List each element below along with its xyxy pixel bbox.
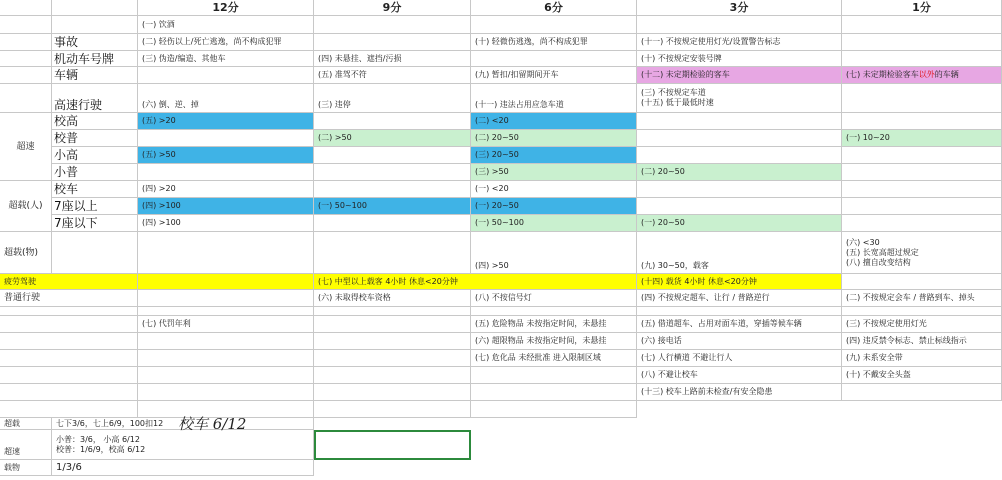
cell-sub1-12[interactable]: (七) 代罚年利: [138, 316, 314, 333]
selected-cell[interactable]: [314, 430, 471, 460]
cell-fatigue-9[interactable]: (七) 中型以上载客 4小时 休息<20分钟: [314, 274, 637, 290]
cell[interactable]: [842, 274, 1002, 290]
cell[interactable]: [52, 16, 138, 34]
cell[interactable]: [0, 84, 52, 113]
cell-op2-12[interactable]: (四) >100: [138, 198, 314, 215]
cell[interactable]: [842, 215, 1002, 232]
row-label-plate[interactable]: 机动车号牌: [52, 51, 138, 67]
row-label-normal[interactable]: 普通行驶: [0, 290, 138, 307]
cell[interactable]: [471, 16, 637, 34]
cell-sub1-3[interactable]: (五) 借道超车、占用对面车道，穿插等候车辆: [637, 316, 842, 333]
cell-vehicle-3[interactable]: (十二) 未定期检验的客车: [637, 67, 842, 84]
cell-normal-9[interactable]: (六) 未取得校车资格: [314, 290, 471, 307]
cell-sub3-6[interactable]: (七) 危化品 未经批准 进入限制区域: [471, 350, 637, 367]
header-9[interactable]: 9分: [314, 0, 471, 16]
cell-sub2-3[interactable]: (六) 接电话: [637, 333, 842, 350]
line: (六) <30: [846, 237, 880, 247]
cell-vehicle-6[interactable]: (九) 暂扣/扣留期间开车: [471, 67, 637, 84]
cell[interactable]: [0, 16, 52, 34]
group-label-speed[interactable]: 超速: [0, 113, 52, 181]
cell[interactable]: [314, 333, 471, 350]
cell-op2-6[interactable]: (一) 20~50: [471, 198, 637, 215]
cell[interactable]: [138, 350, 314, 367]
cell[interactable]: [0, 350, 138, 367]
line: (十五) 低于最低时速: [641, 98, 714, 107]
cell-plate-3[interactable]: (十) 不按规定安装号牌: [637, 51, 842, 67]
cell-og-1[interactable]: [842, 232, 1002, 274]
header-6[interactable]: 6分: [471, 0, 637, 16]
row-label-overload-2[interactable]: 7座以上: [52, 198, 138, 215]
cell-normal-3[interactable]: (四) 不按规定超车、让行 / 普路逆行: [637, 290, 842, 307]
cell[interactable]: [0, 401, 138, 418]
cell[interactable]: [138, 232, 314, 274]
summary-label-cargo[interactable]: 载物: [0, 460, 52, 476]
cell[interactable]: [0, 384, 138, 401]
cell-sub1-6[interactable]: (五) 危险物品 未按指定时间，未悬挂: [471, 316, 637, 333]
cell[interactable]: [138, 67, 314, 84]
cell[interactable]: [138, 384, 314, 401]
cell[interactable]: [314, 316, 471, 333]
cell-speed3-12[interactable]: (五) >50: [138, 147, 314, 164]
cell[interactable]: [842, 84, 1002, 113]
row-label-speed-2[interactable]: 校普: [52, 130, 138, 147]
cell-fatigue-3[interactable]: (十四) 载货 4小时 休息<20分钟: [637, 274, 842, 290]
cell-sub3-3[interactable]: (七) 人行横道 不避让行人: [637, 350, 842, 367]
cell[interactable]: [842, 113, 1002, 130]
cell[interactable]: [314, 384, 471, 401]
cell[interactable]: [0, 51, 52, 67]
cell[interactable]: [842, 198, 1002, 215]
cell-op1-6[interactable]: (一) <20: [471, 181, 637, 198]
cell[interactable]: [842, 16, 1002, 34]
cell[interactable]: [314, 34, 471, 51]
cell-og-6[interactable]: (四) >50: [471, 232, 637, 274]
cell-accident-6[interactable]: (十) 轻微伤逃逸，尚不构成犯罪: [471, 34, 637, 51]
summary-label-overload[interactable]: 超载: [0, 418, 52, 430]
cell[interactable]: [637, 181, 842, 198]
summary-overload[interactable]: 七下3/6，七上6/9，100扣12: [52, 418, 314, 430]
text: 的车辆: [934, 70, 959, 79]
cell-vehicle-1[interactable]: [842, 67, 1002, 84]
cell[interactable]: [138, 164, 314, 181]
summary-label-speed[interactable]: 超速: [0, 430, 52, 460]
row-label-vehicle[interactable]: 车辆: [52, 67, 138, 84]
cell[interactable]: [637, 198, 842, 215]
header-a[interactable]: [0, 0, 52, 16]
header-3[interactable]: 3分: [637, 0, 842, 16]
cell-speed1-12[interactable]: (五) >20: [138, 113, 314, 130]
cell[interactable]: [637, 307, 842, 316]
cell-og-3[interactable]: (九) 30~50，载客: [637, 232, 842, 274]
handwritten-note: 校车 6/12: [178, 415, 247, 433]
line: 小普：3/6， 小高 6/12: [56, 434, 140, 444]
cell[interactable]: [842, 164, 1002, 181]
cell-drink-12[interactable]: (一) 饮酒: [138, 16, 314, 34]
cell[interactable]: [0, 367, 138, 384]
cell-plate-12[interactable]: (三) 伪造/编造、其他车: [138, 51, 314, 67]
cell[interactable]: [842, 147, 1002, 164]
row-label-speed-1[interactable]: 校高: [52, 113, 138, 130]
cell[interactable]: [842, 51, 1002, 67]
header-12[interactable]: 12分: [138, 0, 314, 16]
cell-vehicle-9[interactable]: (五) 准驾不符: [314, 67, 471, 84]
text-highlight: 以外: [918, 70, 935, 79]
row-label-speed-3[interactable]: 小高: [52, 147, 138, 164]
cell[interactable]: [314, 164, 471, 181]
cell[interactable]: [0, 316, 138, 333]
cell-speed1-6[interactable]: (二) <20: [471, 113, 637, 130]
cell-normal-1[interactable]: (二) 不按规定会车 / 普路到车、掉头: [842, 290, 1002, 307]
header-1[interactable]: 1分: [842, 0, 1002, 16]
cell[interactable]: [314, 147, 471, 164]
cell[interactable]: [0, 307, 138, 316]
group-label-overload-people[interactable]: 超载(人): [0, 181, 52, 232]
group-label-overload-goods[interactable]: 超载(物): [0, 232, 52, 274]
header-b[interactable]: [52, 0, 138, 16]
cell[interactable]: [637, 113, 842, 130]
cell-sub2-6[interactable]: (六) 超限物品 未按指定时间，未悬挂: [471, 333, 637, 350]
row-label-overload-1[interactable]: 校车: [52, 181, 138, 198]
cell[interactable]: [842, 307, 1002, 316]
cell-op3-6[interactable]: (一) 50~100: [471, 215, 637, 232]
text: (七) 未定期检验客车: [846, 70, 919, 79]
cell-plate-9[interactable]: (四) 未悬挂、遮挡/污损: [314, 51, 471, 67]
cell[interactable]: [637, 147, 842, 164]
row-label-overload-3[interactable]: 7座以下: [52, 215, 138, 232]
cell-sub4-3[interactable]: (八) 不避让校车: [637, 367, 842, 384]
cell[interactable]: [314, 215, 471, 232]
row-label-speed-4[interactable]: 小普: [52, 164, 138, 181]
cell-speed4-6[interactable]: (三) >50: [471, 164, 637, 181]
cell[interactable]: [138, 367, 314, 384]
cell[interactable]: [471, 384, 637, 401]
cell-sub2-1[interactable]: (四) 违反禁令标志、禁止标线指示: [842, 333, 1002, 350]
cell-sub1-1[interactable]: (三) 不按规定使用灯光: [842, 316, 1002, 333]
cell[interactable]: [842, 384, 1002, 401]
cell[interactable]: [0, 34, 52, 51]
cell[interactable]: [314, 367, 471, 384]
cell-speed3-6[interactable]: (三) 20~50: [471, 147, 637, 164]
cell[interactable]: [842, 181, 1002, 198]
cell[interactable]: [314, 16, 471, 34]
summary-speed[interactable]: [52, 430, 314, 460]
cell[interactable]: [52, 232, 138, 274]
line: 校普：1/6/9，校高 6/12: [56, 444, 146, 454]
cell[interactable]: [637, 130, 842, 147]
row-label-highway[interactable]: 高速行驶: [52, 84, 138, 113]
cell-speed2-1[interactable]: (一) 10~20: [842, 130, 1002, 147]
cell-highway-6[interactable]: (十一) 违法占用应急车道: [471, 84, 637, 113]
cell-normal-6[interactable]: (八) 不按信号灯: [471, 290, 637, 307]
cell-op2-9[interactable]: (一) 50~100: [314, 198, 471, 215]
cell[interactable]: [0, 67, 52, 84]
summary-cargo[interactable]: 1/3/6: [52, 460, 314, 476]
cell-speed2-6[interactable]: (二) 20~50: [471, 130, 637, 147]
line: (五) 长宽高超过规定: [846, 247, 919, 257]
cell-sub3-1[interactable]: (九) 未系安全带: [842, 350, 1002, 367]
cell[interactable]: [138, 130, 314, 147]
cell[interactable]: [471, 307, 637, 316]
cell[interactable]: [314, 307, 471, 316]
cell-speed2-9[interactable]: (二) >50: [314, 130, 471, 147]
cell-fatigue-12[interactable]: [138, 274, 314, 290]
cell-accident-3[interactable]: (十一) 不按规定使用灯光/设置警告标志: [637, 34, 842, 51]
cell[interactable]: [842, 34, 1002, 51]
cell[interactable]: [314, 181, 471, 198]
cell-op1-12[interactable]: (四) >20: [138, 181, 314, 198]
cell[interactable]: [138, 290, 314, 307]
cell[interactable]: [471, 367, 637, 384]
cell-sub5-3[interactable]: (十三) 校车上路前未检查/有安全隐患: [637, 384, 842, 401]
cell[interactable]: [314, 232, 471, 274]
cell[interactable]: [314, 350, 471, 367]
row-label-accident[interactable]: 事故: [52, 34, 138, 51]
cell[interactable]: [637, 16, 842, 34]
cell-sub4-1[interactable]: (十) 不戴安全头盔: [842, 367, 1002, 384]
cell[interactable]: [0, 333, 138, 350]
cell[interactable]: [314, 401, 471, 418]
cell[interactable]: [471, 51, 637, 67]
cell-highway-12[interactable]: (六) 倒、逆、掉: [138, 84, 314, 113]
row-label-fatigue[interactable]: 疲劳驾驶: [0, 274, 138, 290]
cell-accident-12[interactable]: (二) 轻伤以上/死亡逃逸，尚不构成犯罪: [138, 34, 314, 51]
cell-highway-3[interactable]: [637, 84, 842, 113]
cell-op3-3[interactable]: (一) 20~50: [637, 215, 842, 232]
cell[interactable]: [138, 307, 314, 316]
cell[interactable]: [314, 113, 471, 130]
line: (八) 擅自改变结构: [846, 257, 911, 267]
line: (三) 不按规定车道: [641, 88, 706, 97]
cell[interactable]: [138, 333, 314, 350]
cell-speed4-3[interactable]: (二) 20~50: [637, 164, 842, 181]
cell[interactable]: [471, 401, 637, 418]
cell-highway-9[interactable]: (三) 违停: [314, 84, 471, 113]
cell-op3-12[interactable]: (四) >100: [138, 215, 314, 232]
